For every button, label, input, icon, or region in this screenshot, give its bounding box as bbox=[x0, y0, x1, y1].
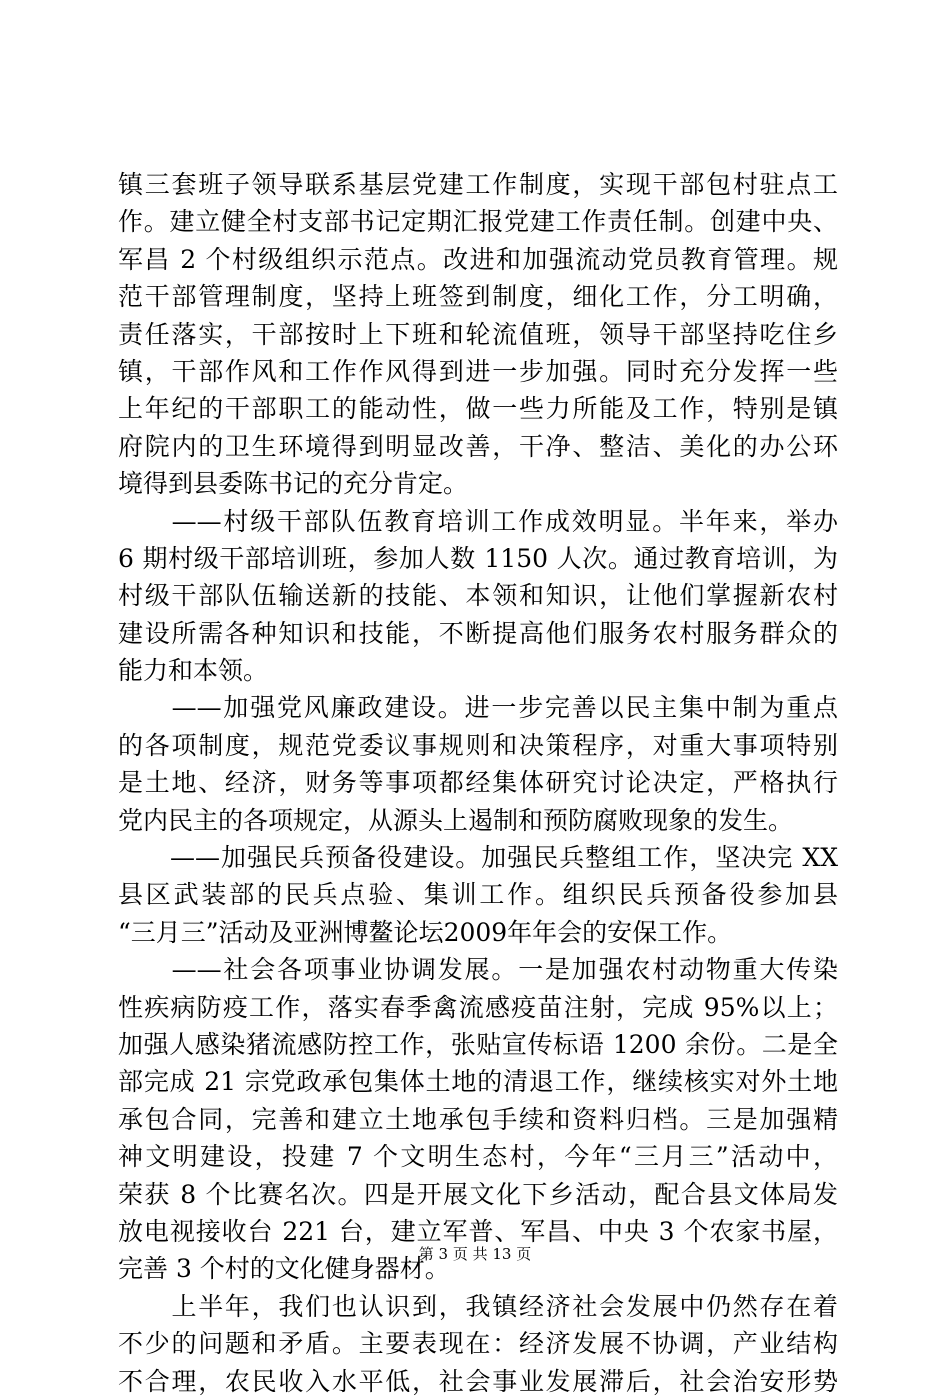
text-line: 是土地、经济，财务等事项都经集体研究讨论决定，严格执行 bbox=[118, 768, 838, 798]
text-line: 境得到县委陈书记的充分肯定。 bbox=[118, 469, 469, 499]
text-line: 不合理，农民收入水平低，社会事业发展滞后，社会治安形势 bbox=[118, 1366, 838, 1396]
text-line: 府院内的卫生环境得到明显改善，干净、整洁、美化的办公环 bbox=[118, 431, 838, 461]
text-line: 县区武装部的民兵点验、集训工作。组织民兵预备役参加县 bbox=[118, 880, 838, 910]
text-line: 完善 3 个村的文化健身器材。 bbox=[118, 1254, 450, 1284]
text-line: 上半年，我们也认识到，我镇经济社会发展中仍然存在着 bbox=[118, 1291, 838, 1321]
text-line: ——加强党风廉政建设。进一步完善以民主集中制为重点 bbox=[118, 693, 838, 723]
text-line: 不少的问题和矛盾。主要表现在：经济发展不协调，产业结构 bbox=[118, 1329, 838, 1359]
text-line: 建设所需各种知识和技能，不断提高他们服务农村服务群众的 bbox=[118, 618, 838, 648]
text-line: 6 期村级干部培训班，参加人数 1150 人次。通过教育培训，为 bbox=[118, 543, 838, 573]
text-line: 范干部管理制度，坚持上班签到制度，细化工作，分工明确， bbox=[118, 282, 838, 312]
text-line: 的各项制度，规范党委议事规则和决策程序，对重大事项特别 bbox=[118, 730, 838, 760]
text-line: 镇，干部作风和工作作风得到进一步加强。同时充分发挥一些 bbox=[118, 356, 838, 386]
text-line: ——村级干部队伍教育培训工作成效明显。半年来，举办 bbox=[118, 506, 838, 536]
text-line: 承包合同，完善和建立土地承包手续和资料归档。三是加强精 bbox=[118, 1104, 838, 1134]
text-line: 责任落实，干部按时上下班和轮流值班，领导干部坚持吃住乡 bbox=[118, 319, 838, 349]
text-line: 能力和本领。 bbox=[118, 656, 269, 686]
text-line: 军昌 2 个村级组织示范点。改进和加强流动党员教育管理。规 bbox=[118, 244, 838, 274]
text-line: 神文明建设，投建 7 个文明生态村，今年“三月三”活动中， bbox=[118, 1142, 838, 1172]
text-line: 荣获 8 个比赛名次。四是开展文化下乡活动，配合县文体局发 bbox=[118, 1179, 838, 1209]
text-line: 镇三套班子领导联系基层党建工作制度，实现干部包村驻点工 bbox=[118, 170, 838, 199]
text-line: 党内民主的各项规定，从源头上遏制和预防腐败现象的发生。 bbox=[118, 805, 794, 835]
text-line: 部完成 21 宗党政承包集体土地的清退工作，继续核实对外土地 bbox=[118, 1067, 838, 1097]
document-body bbox=[118, 166, 838, 1400]
text-line: “三月三”活动及亚洲博鳌论坛2009年年会的安保工作。 bbox=[118, 917, 733, 947]
text-line: ——加强民兵预备役建设。加强民兵整组工作，坚决完 XX bbox=[118, 843, 838, 873]
text-line: 性疾病防疫工作，落实春季禽流感疫苗注射，完成 95%以上； bbox=[118, 992, 838, 1022]
text-line: 放电视接收台 221 台，建立军普、军昌、中央 3 个农家书屋， bbox=[118, 1216, 838, 1246]
text-line: ——社会各项事业协调发展。一是加强农村动物重大传染 bbox=[118, 955, 838, 985]
text-line: 加强人感染猪流感防控工作，张贴宣传标语 1200 余份。二是全 bbox=[118, 1029, 838, 1059]
page-footer: 第 3 页 共 13 页 bbox=[418, 1245, 532, 1263]
text-line: 作。建立健全村支部书记定期汇报党建工作责任制。创建中央、 bbox=[118, 207, 838, 237]
text-line: 村级干部队伍输送新的技能、本领和知识，让他们掌握新农村 bbox=[118, 581, 838, 611]
text-line: 上年纪的干部职工的能动性，做一些力所能及工作，特别是镇 bbox=[118, 394, 838, 424]
